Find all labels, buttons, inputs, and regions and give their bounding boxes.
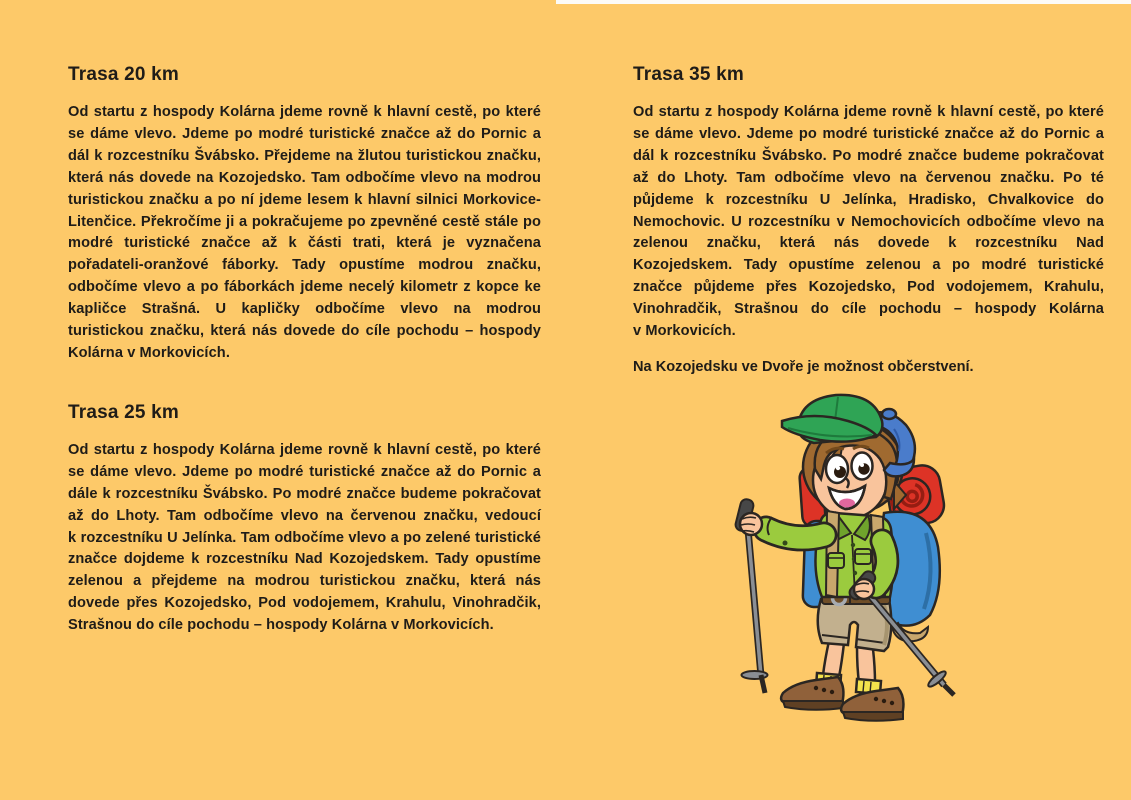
route-description-35km: Od startu z hospody Kolárna jdeme rovně k hlavní cestě, po které se dáme vlevo. Jdeme po modré turistické značce až do Pornic a dál k rozcestníku Švábsko. Po modré značce budeme pokračovat až do Lhoty. Tam odbočíme vlevo na červenou značku. Po té půjdeme k rozcestníku U Jelínka, Hradisko, Chvalkovice do Nemochovic. U rozcestníku v Nemochovicích odbočíme vlevo na zelenou značku, která nás dovede k rozcestníku Nad Kozojedskem. Tady opustíme zelenou a po modré turistické značce půjdeme přes Kozojedsko, Pod vodojemem, Krahulu, Vinohradčik, Strašnou do cíle pochodu – hospody Kolárna v Morkovicích. xyxy=(633,104,1104,340)
trekking-pole-left xyxy=(742,529,768,693)
scan-edge-artifact xyxy=(556,0,1131,4)
refreshment-note: Na Kozojedsku ve Dvoře je možnost občerstvení. xyxy=(633,358,974,375)
hand-left xyxy=(740,513,762,535)
route-section-25km xyxy=(68,401,541,637)
route-description-20km: Od startu z hospody Kolárna jdeme rovně k hlavní cestě, po které se dáme vlevo. Jdeme po modré turistické značce až do Pornic a dál k rozcestníku Švábsko. Přejdeme na žlutou turistickou značku, která nás dovede na Kozojedsko. Tam odbočíme vlevo na modrou turistickou značku a po ní jdeme lesem k hlavní silnici Morkovice-Litenčice. Překročíme ji a pokračujeme po zpevněné cestě stále po modré turistické značce až k části trati, která je vyznačena pořadateli-oranžové fáborky. Tady opustíme modrou značku, odbočíme vlevo a po fáborkách jdeme necelý kilometr z kopce ke kapličce Strašná. U kapličky odbočíme vlevo na modrou turistickou značku, která nás dovede do cíle pochodu – hospody Kolárna v Morkovicích. xyxy=(68,104,541,361)
left-column xyxy=(68,63,541,637)
route-description-25km: Od startu z hospody Kolárna jdeme rovně k hlavní cestě, po které se dáme vlevo. Jdeme po modré turistické značce až do Pornic a dále k rozcestníku Švábsko. Po modré značce budeme pokračovat až do Lhoty. Tam odbočíme vlevo na červenou značku, vedoucí k rozcestníku U Jelínka. Tam odbočíme vlevo a po zelené turistické značce dojdeme k rozcestníku Nad Kozojedskem. Tady opustíme zelenou a přejdeme na modrou turistickou značku, která nás dovede přes Kozojedsko, Pod vodojemem, Krahulu, Vinohradčik, Strašnou do cíle pochodu – hospody Kolárna v Morkovicích. xyxy=(68,441,541,634)
right-column xyxy=(633,63,1104,379)
hiker-boy-illustration xyxy=(688,383,1010,745)
cap-button xyxy=(882,409,896,419)
route-section-20km xyxy=(68,63,541,365)
route-heading-25km: Trasa 25 km xyxy=(68,401,180,423)
arm-lowered xyxy=(876,541,887,587)
hand-right xyxy=(854,579,874,599)
hiker-boy-svg xyxy=(688,383,1010,745)
hiking-boot xyxy=(781,677,843,710)
route-heading-35km: Trasa 35 km xyxy=(633,64,745,85)
route-heading-20km: Trasa 20 km xyxy=(68,64,180,85)
green-cap xyxy=(782,395,882,443)
route-section-35km xyxy=(633,63,1104,379)
